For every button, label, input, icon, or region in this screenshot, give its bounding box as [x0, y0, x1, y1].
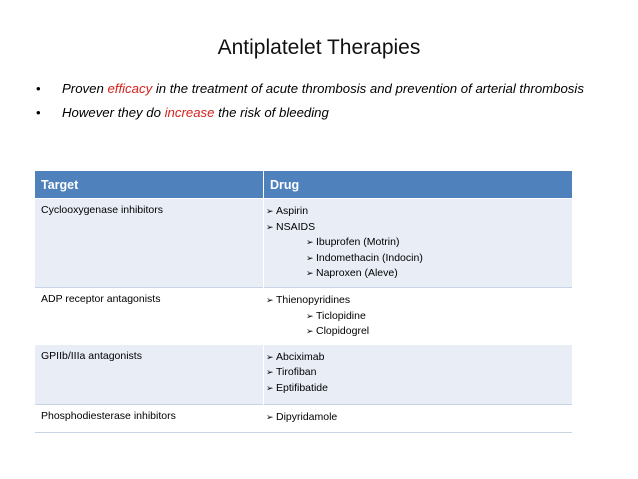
drug-name: Ibuprofen (Motrin) — [316, 236, 400, 248]
arrow-check-icon: ➢ — [266, 367, 274, 377]
arrow-check-icon: ➢ — [266, 411, 274, 422]
target-cell: Cyclooxygenase inhibitors — [35, 199, 264, 288]
antiplatelet-table — [35, 171, 572, 433]
bullet-list — [36, 80, 596, 128]
table-row — [35, 404, 572, 432]
table-row — [35, 344, 572, 404]
bullet-text — [62, 80, 596, 98]
drug-item — [266, 293, 566, 309]
arrow-check-icon: ➢ — [266, 295, 274, 305]
drug-subitem — [266, 324, 566, 340]
target-cell: Phosphodiesterase inhibitors — [35, 404, 264, 432]
bullet-text-part: Proven — [62, 81, 108, 96]
bullet-text-part: in the treatment of acute thrombosis and prevention of arterial thrombosis — [152, 81, 584, 96]
bullet-symbol: • — [36, 81, 41, 96]
column-header-target: Target — [35, 171, 264, 199]
slide-title: Antiplatelet Therapies — [217, 36, 421, 59]
drug-item — [266, 220, 566, 236]
drug-name: NSAIDS — [276, 220, 316, 233]
drug-item — [266, 365, 566, 381]
arrow-check-icon: ➢ — [266, 351, 274, 362]
arrow-check-icon: ➢ — [266, 382, 274, 393]
drug-name: Naproxen (Aleve) — [316, 267, 398, 279]
drug-item — [266, 381, 566, 397]
arrow-check-icon: ➢ — [266, 206, 274, 216]
arrow-check-icon: ➢ — [266, 221, 274, 232]
bullet-text — [62, 104, 596, 122]
drug-item — [266, 204, 566, 220]
arrow-check-icon: ➢ — [306, 268, 314, 278]
table-header-row — [35, 171, 572, 199]
drug-name: Aspirin — [276, 205, 309, 217]
drug-name: Eptifibatide — [276, 381, 328, 394]
drug-cell — [264, 344, 573, 404]
highlighted-word: increase — [164, 105, 215, 120]
drug-name: Indomethacin (Indocin) — [316, 251, 423, 264]
drug-name: Dipyridamole — [276, 410, 338, 423]
drug-cell — [264, 199, 573, 288]
drug-subitem — [266, 309, 566, 325]
drug-subitem — [266, 266, 566, 282]
target-cell: ADP receptor antagonists — [35, 288, 264, 345]
drug-cell — [264, 288, 573, 345]
bullet-item — [36, 104, 596, 122]
arrow-check-icon: ➢ — [306, 252, 314, 263]
bullet-item — [36, 80, 596, 98]
drug-subitem — [266, 235, 566, 251]
drug-cell — [264, 404, 573, 432]
table-row — [35, 288, 572, 345]
drug-name: Clopidogrel — [316, 325, 370, 337]
arrow-check-icon: ➢ — [306, 326, 314, 336]
column-header-drug: Drug — [264, 171, 573, 199]
drug-name: Abciximab — [276, 350, 325, 363]
drug-name: Tirofiban — [276, 366, 317, 378]
bullet-text-part: the risk of bleeding — [214, 105, 329, 120]
highlighted-word: efficacy — [107, 81, 153, 96]
drug-subitem — [266, 251, 566, 267]
drug-name: Thienopyridines — [276, 294, 351, 306]
drug-name: Ticlopidine — [316, 309, 366, 322]
drug-item — [266, 410, 566, 426]
arrow-check-icon: ➢ — [306, 310, 314, 321]
bullet-symbol: • — [36, 105, 41, 120]
target-cell: GPIIb/IIIa antagonists — [35, 344, 264, 404]
bullet-text-part: However they do — [62, 105, 165, 120]
arrow-check-icon: ➢ — [306, 237, 314, 247]
drug-item — [266, 350, 566, 366]
table-row — [35, 199, 572, 288]
